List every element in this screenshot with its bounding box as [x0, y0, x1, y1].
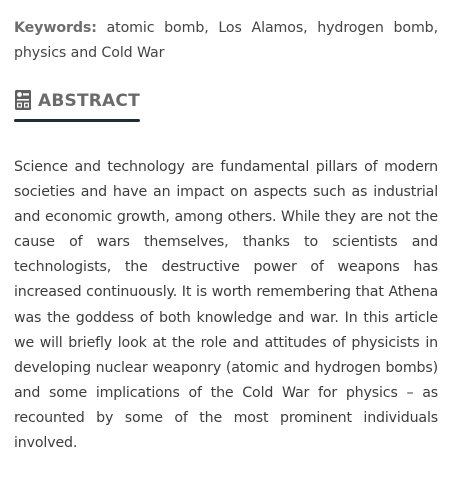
abstract-document-icon	[14, 89, 32, 111]
abstract-heading-row	[14, 89, 140, 112]
abstract-heading	[14, 89, 140, 122]
abstract-title: ABSTRACT	[38, 91, 140, 111]
article-page	[14, 16, 438, 456]
keywords-text: atomic bomb, Los Alamos, hydrogen bomb, physics and Cold War	[14, 20, 438, 61]
keywords-paragraph	[14, 16, 438, 66]
keywords-label: Keywords:	[14, 20, 97, 36]
abstract-heading-underline	[14, 119, 140, 122]
abstract-body: Science and technology are fundamental pillars of modern societies and have an impact on aspects such as industrial and economic growth, among others. While they are not the cause of wars themselves, thanks to scientists and technologists, the destructive power of weapons has increased continuously. It is worth remembering that Athena was the goddess of both knowledge and war. In this article we will briefly look at the role and attitudes of physicists in developing nuclear weaponry (atomic and hydrogen bombs) and some implications of the Cold War for physics – as recounted by some of the most prominent individuals involved.	[14, 159, 438, 452]
